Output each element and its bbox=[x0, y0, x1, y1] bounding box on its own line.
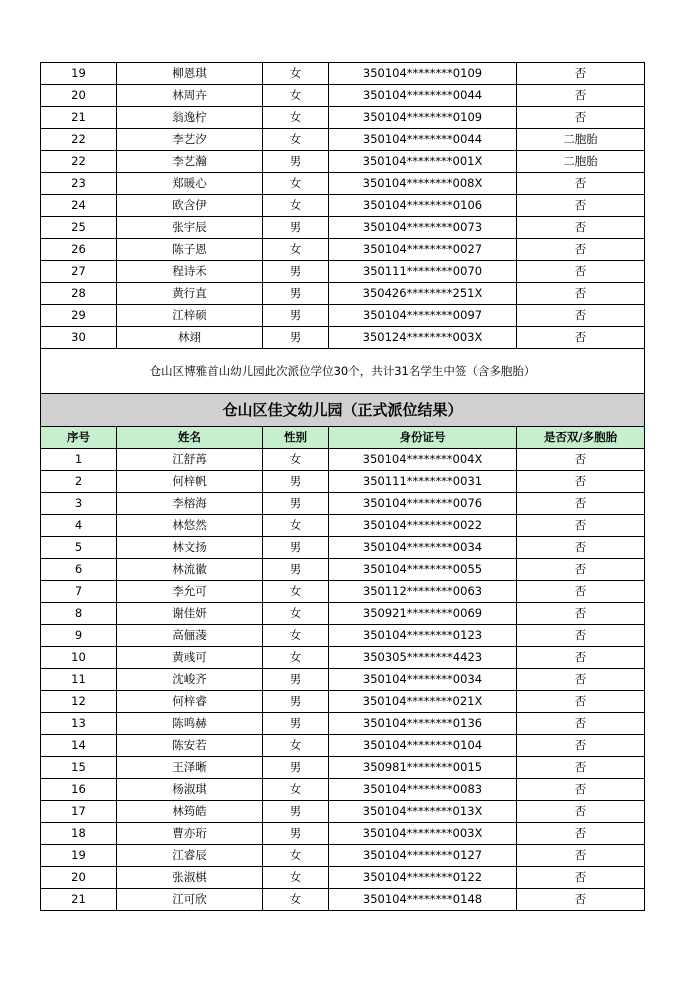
cell-name: 林流徽 bbox=[117, 559, 263, 581]
cell-id: 350104********0083 bbox=[329, 779, 517, 801]
cell-gender: 男 bbox=[263, 261, 329, 283]
cell-id: 350104********0106 bbox=[329, 195, 517, 217]
cell-name: 柳恩琪 bbox=[117, 63, 263, 85]
cell-twins: 否 bbox=[517, 471, 645, 493]
cell-id: 350426********251X bbox=[329, 283, 517, 305]
cell-twins: 否 bbox=[517, 823, 645, 845]
cell-gender: 女 bbox=[263, 239, 329, 261]
header-name: 姓名 bbox=[117, 427, 263, 449]
cell-no: 25 bbox=[41, 217, 117, 239]
cell-gender: 男 bbox=[263, 537, 329, 559]
cell-twins: 否 bbox=[517, 713, 645, 735]
cell-id: 350124********003X bbox=[329, 327, 517, 349]
cell-no: 30 bbox=[41, 327, 117, 349]
cell-twins: 否 bbox=[517, 107, 645, 129]
cell-name: 王泽晰 bbox=[117, 757, 263, 779]
cell-gender: 女 bbox=[263, 107, 329, 129]
table1-summary-row bbox=[41, 349, 645, 394]
cell-no: 26 bbox=[41, 239, 117, 261]
cell-gender: 男 bbox=[263, 559, 329, 581]
cell-id: 350104********0122 bbox=[329, 867, 517, 889]
cell-twins: 否 bbox=[517, 239, 645, 261]
cell-twins: 否 bbox=[517, 691, 645, 713]
cell-name: 翁逸柠 bbox=[117, 107, 263, 129]
cell-name: 曹亦珩 bbox=[117, 823, 263, 845]
cell-no: 8 bbox=[41, 603, 117, 625]
header-gender: 性别 bbox=[263, 427, 329, 449]
cell-id: 350104********013X bbox=[329, 801, 517, 823]
cell-name: 高俪蓤 bbox=[117, 625, 263, 647]
cell-name: 何梓帆 bbox=[117, 471, 263, 493]
table-row bbox=[41, 559, 645, 581]
cell-twins: 否 bbox=[517, 449, 645, 471]
table-row bbox=[41, 537, 645, 559]
cell-twins: 否 bbox=[517, 217, 645, 239]
cell-no: 2 bbox=[41, 471, 117, 493]
table-row bbox=[41, 867, 645, 889]
table-row bbox=[41, 581, 645, 603]
cell-no: 12 bbox=[41, 691, 117, 713]
cell-no: 23 bbox=[41, 173, 117, 195]
cell-gender: 女 bbox=[263, 867, 329, 889]
table-row bbox=[41, 327, 645, 349]
cell-id: 350104********0034 bbox=[329, 537, 517, 559]
cell-no: 27 bbox=[41, 261, 117, 283]
cell-twins: 否 bbox=[517, 625, 645, 647]
result-sheet bbox=[40, 62, 644, 911]
cell-twins: 否 bbox=[517, 845, 645, 867]
cell-no: 10 bbox=[41, 647, 117, 669]
cell-twins: 否 bbox=[517, 327, 645, 349]
cell-twins: 否 bbox=[517, 63, 645, 85]
cell-gender: 女 bbox=[263, 735, 329, 757]
cell-name: 张宇辰 bbox=[117, 217, 263, 239]
table-row bbox=[41, 625, 645, 647]
header-id: 身份证号 bbox=[329, 427, 517, 449]
cell-gender: 男 bbox=[263, 713, 329, 735]
cell-id: 350104********0055 bbox=[329, 559, 517, 581]
cell-id: 350921********0069 bbox=[329, 603, 517, 625]
table-row bbox=[41, 151, 645, 173]
cell-no: 1 bbox=[41, 449, 117, 471]
cell-twins: 否 bbox=[517, 801, 645, 823]
cell-id: 350104********0076 bbox=[329, 493, 517, 515]
cell-twins: 否 bbox=[517, 603, 645, 625]
cell-name: 陈子恩 bbox=[117, 239, 263, 261]
cell-no: 20 bbox=[41, 85, 117, 107]
cell-no: 19 bbox=[41, 845, 117, 867]
table-row bbox=[41, 239, 645, 261]
cell-id: 350981********0015 bbox=[329, 757, 517, 779]
cell-twins: 否 bbox=[517, 261, 645, 283]
table-row bbox=[41, 173, 645, 195]
cell-name: 江梓硕 bbox=[117, 305, 263, 327]
table1-summary: 仓山区博雅首山幼儿园此次派位学位30个，共计31名学生中签（含多胞胎） bbox=[41, 349, 645, 394]
cell-twins: 否 bbox=[517, 559, 645, 581]
cell-name: 林文扬 bbox=[117, 537, 263, 559]
cell-name: 李榕海 bbox=[117, 493, 263, 515]
cell-name: 陈鸣赫 bbox=[117, 713, 263, 735]
cell-no: 4 bbox=[41, 515, 117, 537]
cell-gender: 男 bbox=[263, 801, 329, 823]
table-row bbox=[41, 217, 645, 239]
cell-name: 江可欣 bbox=[117, 889, 263, 911]
cell-gender: 男 bbox=[263, 471, 329, 493]
table-row bbox=[41, 779, 645, 801]
cell-name: 李允可 bbox=[117, 581, 263, 603]
cell-twins: 否 bbox=[517, 889, 645, 911]
table-row bbox=[41, 449, 645, 471]
cell-twins: 否 bbox=[517, 581, 645, 603]
table-row bbox=[41, 515, 645, 537]
cell-gender: 女 bbox=[263, 581, 329, 603]
cell-name: 程诗禾 bbox=[117, 261, 263, 283]
cell-no: 24 bbox=[41, 195, 117, 217]
cell-twins: 否 bbox=[517, 283, 645, 305]
cell-name: 何梓睿 bbox=[117, 691, 263, 713]
table-row bbox=[41, 647, 645, 669]
cell-no: 19 bbox=[41, 63, 117, 85]
table1-body bbox=[41, 63, 645, 349]
cell-gender: 男 bbox=[263, 757, 329, 779]
table-row bbox=[41, 823, 645, 845]
cell-name: 郑暖心 bbox=[117, 173, 263, 195]
cell-no: 3 bbox=[41, 493, 117, 515]
cell-no: 21 bbox=[41, 889, 117, 911]
cell-gender: 女 bbox=[263, 845, 329, 867]
table-row bbox=[41, 757, 645, 779]
cell-id: 350104********021X bbox=[329, 691, 517, 713]
cell-no: 13 bbox=[41, 713, 117, 735]
cell-twins: 否 bbox=[517, 305, 645, 327]
cell-id: 350104********0044 bbox=[329, 85, 517, 107]
cell-gender: 男 bbox=[263, 283, 329, 305]
cell-no: 11 bbox=[41, 669, 117, 691]
cell-twins: 二胞胎 bbox=[517, 129, 645, 151]
table-row bbox=[41, 735, 645, 757]
cell-twins: 否 bbox=[517, 85, 645, 107]
cell-twins: 否 bbox=[517, 515, 645, 537]
cell-id: 350104********0123 bbox=[329, 625, 517, 647]
cell-name: 李艺瀚 bbox=[117, 151, 263, 173]
cell-gender: 女 bbox=[263, 129, 329, 151]
cell-gender: 男 bbox=[263, 823, 329, 845]
cell-gender: 女 bbox=[263, 85, 329, 107]
table2-header-row bbox=[41, 427, 645, 449]
cell-twins: 否 bbox=[517, 173, 645, 195]
cell-id: 350104********0022 bbox=[329, 515, 517, 537]
cell-no: 7 bbox=[41, 581, 117, 603]
table-row bbox=[41, 305, 645, 327]
cell-name: 林悠然 bbox=[117, 515, 263, 537]
cell-gender: 女 bbox=[263, 647, 329, 669]
cell-twins: 否 bbox=[517, 669, 645, 691]
cell-gender: 男 bbox=[263, 669, 329, 691]
header-no: 序号 bbox=[41, 427, 117, 449]
cell-gender: 男 bbox=[263, 691, 329, 713]
table-row bbox=[41, 63, 645, 85]
table-row bbox=[41, 129, 645, 151]
cell-no: 29 bbox=[41, 305, 117, 327]
cell-no: 28 bbox=[41, 283, 117, 305]
cell-gender: 女 bbox=[263, 63, 329, 85]
cell-id: 350104********0027 bbox=[329, 239, 517, 261]
cell-id: 350104********003X bbox=[329, 823, 517, 845]
cell-no: 17 bbox=[41, 801, 117, 823]
cell-name: 谢佳妍 bbox=[117, 603, 263, 625]
cell-twins: 否 bbox=[517, 195, 645, 217]
cell-id: 350104********0148 bbox=[329, 889, 517, 911]
cell-id: 350104********008X bbox=[329, 173, 517, 195]
cell-no: 22 bbox=[41, 129, 117, 151]
cell-no: 18 bbox=[41, 823, 117, 845]
cell-gender: 男 bbox=[263, 493, 329, 515]
cell-id: 350104********0097 bbox=[329, 305, 517, 327]
cell-id: 350104********0109 bbox=[329, 63, 517, 85]
cell-no: 5 bbox=[41, 537, 117, 559]
cell-twins: 否 bbox=[517, 779, 645, 801]
cell-id: 350111********0031 bbox=[329, 471, 517, 493]
cell-no: 20 bbox=[41, 867, 117, 889]
cell-no: 9 bbox=[41, 625, 117, 647]
table-row bbox=[41, 669, 645, 691]
cell-id: 350104********001X bbox=[329, 151, 517, 173]
cell-id: 350305********4423 bbox=[329, 647, 517, 669]
table-row bbox=[41, 889, 645, 911]
cell-name: 陈安若 bbox=[117, 735, 263, 757]
cell-name: 张淑棋 bbox=[117, 867, 263, 889]
cell-name: 李艺汐 bbox=[117, 129, 263, 151]
cell-name: 林筠皓 bbox=[117, 801, 263, 823]
table-row bbox=[41, 691, 645, 713]
cell-name: 黄行直 bbox=[117, 283, 263, 305]
results-table bbox=[40, 62, 645, 911]
cell-gender: 女 bbox=[263, 449, 329, 471]
table-row bbox=[41, 195, 645, 217]
cell-id: 350104********0073 bbox=[329, 217, 517, 239]
cell-gender: 男 bbox=[263, 327, 329, 349]
cell-id: 350104********0136 bbox=[329, 713, 517, 735]
table-row bbox=[41, 107, 645, 129]
table-row bbox=[41, 261, 645, 283]
cell-twins: 否 bbox=[517, 537, 645, 559]
cell-id: 350104********0127 bbox=[329, 845, 517, 867]
cell-id: 350112********0063 bbox=[329, 581, 517, 603]
table2-body bbox=[41, 449, 645, 911]
cell-name: 林周卉 bbox=[117, 85, 263, 107]
table-row bbox=[41, 713, 645, 735]
table2-title-row bbox=[41, 394, 645, 427]
cell-twins: 否 bbox=[517, 735, 645, 757]
cell-no: 16 bbox=[41, 779, 117, 801]
cell-name: 江睿辰 bbox=[117, 845, 263, 867]
cell-name: 林翊 bbox=[117, 327, 263, 349]
table-row bbox=[41, 85, 645, 107]
cell-gender: 女 bbox=[263, 779, 329, 801]
table-row bbox=[41, 603, 645, 625]
cell-gender: 男 bbox=[263, 305, 329, 327]
table-row bbox=[41, 471, 645, 493]
cell-twins: 否 bbox=[517, 647, 645, 669]
header-twins: 是否双/多胞胎 bbox=[517, 427, 645, 449]
cell-id: 350104********0109 bbox=[329, 107, 517, 129]
cell-no: 22 bbox=[41, 151, 117, 173]
cell-name: 江舒苒 bbox=[117, 449, 263, 471]
cell-no: 14 bbox=[41, 735, 117, 757]
cell-twins: 否 bbox=[517, 757, 645, 779]
cell-no: 6 bbox=[41, 559, 117, 581]
cell-id: 350104********004X bbox=[329, 449, 517, 471]
cell-gender: 女 bbox=[263, 625, 329, 647]
cell-id: 350104********0034 bbox=[329, 669, 517, 691]
cell-name: 黄彧可 bbox=[117, 647, 263, 669]
cell-gender: 女 bbox=[263, 173, 329, 195]
table-row bbox=[41, 283, 645, 305]
cell-twins: 二胞胎 bbox=[517, 151, 645, 173]
cell-name: 沈峻齐 bbox=[117, 669, 263, 691]
cell-twins: 否 bbox=[517, 493, 645, 515]
cell-no: 21 bbox=[41, 107, 117, 129]
cell-name: 杨淑琪 bbox=[117, 779, 263, 801]
table-row bbox=[41, 801, 645, 823]
cell-id: 350104********0044 bbox=[329, 129, 517, 151]
table2-title: 仓山区佳文幼儿园（正式派位结果） bbox=[41, 394, 645, 427]
table-row bbox=[41, 845, 645, 867]
cell-gender: 女 bbox=[263, 603, 329, 625]
cell-twins: 否 bbox=[517, 867, 645, 889]
cell-no: 15 bbox=[41, 757, 117, 779]
cell-gender: 女 bbox=[263, 195, 329, 217]
table-row bbox=[41, 493, 645, 515]
cell-id: 350111********0070 bbox=[329, 261, 517, 283]
cell-gender: 男 bbox=[263, 217, 329, 239]
cell-gender: 女 bbox=[263, 889, 329, 911]
cell-gender: 女 bbox=[263, 515, 329, 537]
cell-name: 欧含伊 bbox=[117, 195, 263, 217]
cell-gender: 男 bbox=[263, 151, 329, 173]
cell-id: 350104********0104 bbox=[329, 735, 517, 757]
